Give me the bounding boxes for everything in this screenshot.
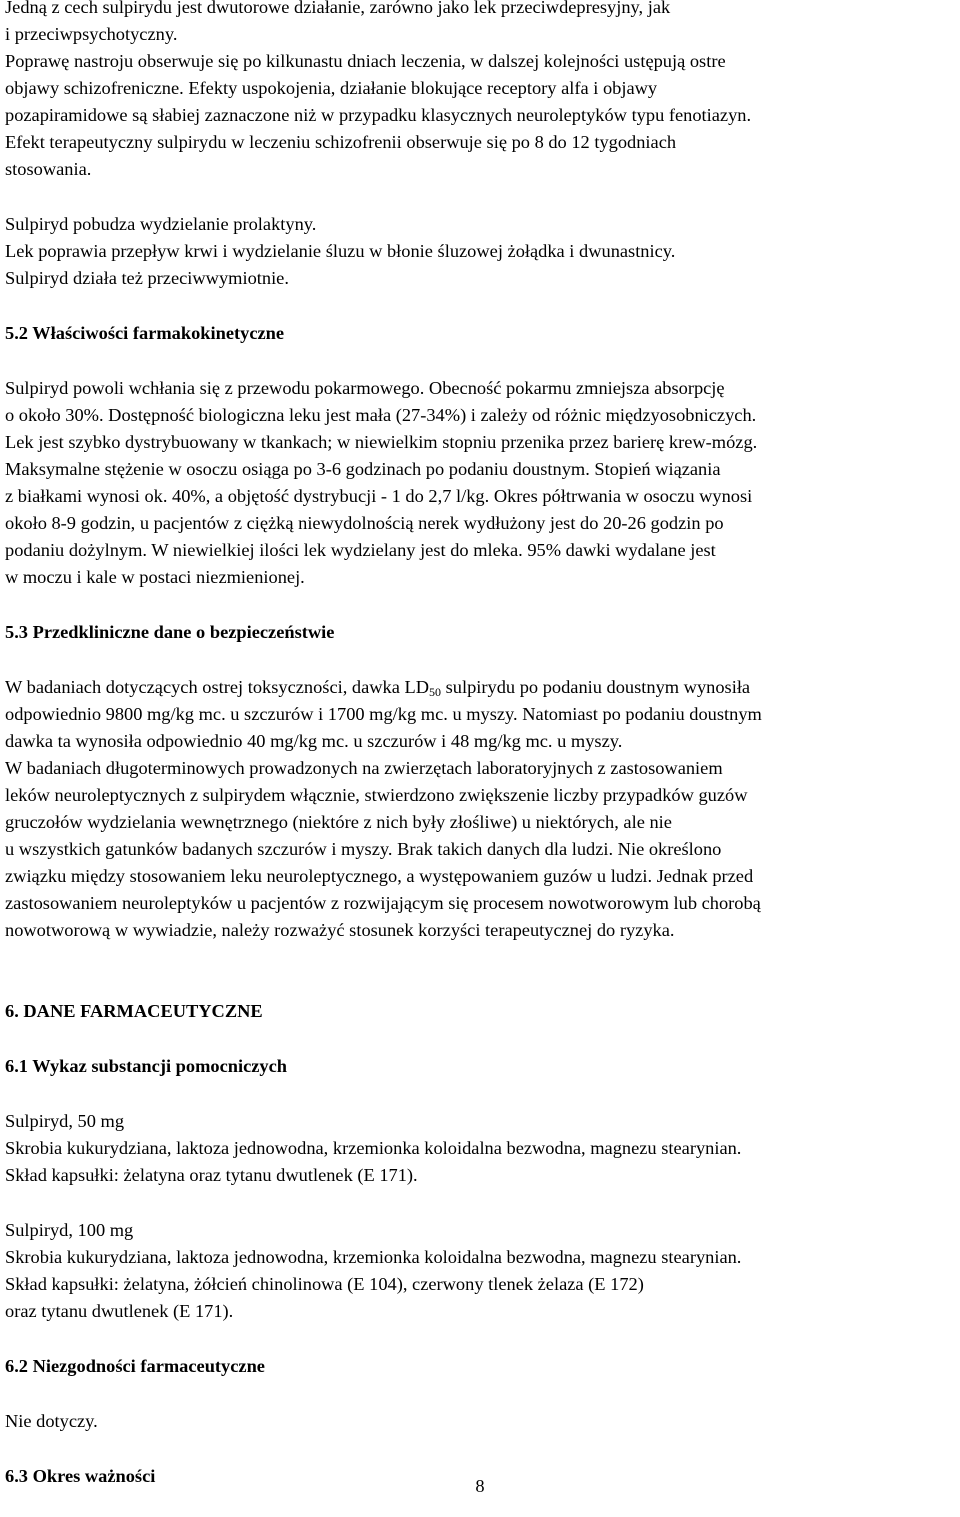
text-line [5, 674, 955, 701]
text-line: około 8-9 godzin, u pacjentów z ciężką niewydolnością nerek wydłużony jest do 20-26 godzin po [5, 513, 724, 533]
text-line: W badaniach długoterminowych prowadzonych na zwierzętach laboratoryjnych z zastosowaniem [5, 758, 723, 778]
text-line: objawy schizofreniczne. Efekty uspokojenia, działanie blokujące receptory alfa i objawy [5, 78, 658, 98]
section-5-2-body [5, 375, 955, 591]
section-6-1-heading: 6.1 Wykaz substancji pomocniczych [5, 1056, 288, 1076]
section-6-heading: 6. DANE FARMACEUTYCZNE [5, 1001, 263, 1021]
prolactin-paragraph [5, 211, 955, 292]
text-line: związku między stosowaniem leku neuroleptycznego, a występowaniem guzów u ludzi. Jednak przed [5, 866, 754, 886]
section-5-3-heading: 5.3 Przedkliniczne dane o bezpieczeństwie [5, 622, 335, 642]
text-line: Skład kapsułki: żelatyna oraz tytanu dwutlenek (E 171). [5, 1165, 418, 1185]
text-line: Poprawę nastroju obserwuje się po kilkunastu dniach leczenia, w dalszej kolejności ustępują ostre [5, 51, 726, 71]
text-line: zastosowaniem neuroleptyków u pacjentów z rozwijającym się procesem nowotworowym lub chorobą [5, 893, 761, 913]
text-line: Sulpiryd pobudza wydzielanie prolaktyny. [5, 214, 317, 234]
text-line: Lek poprawia przepływ krwi i wydzielanie śluzu w błonie śluzowej żołądka i dwunastnicy. [5, 241, 676, 261]
text-line: Jedną z cech sulpirydu jest dwutorowe działanie, zarówno jako lek przeciwdepresyjny, jak [5, 0, 671, 17]
text-line: dawka ta wynosiła odpowiednio 40 mg/kg mc. u szczurów i 48 mg/kg mc. u myszy. [5, 731, 623, 751]
text-line: Sulpiryd, 100 mg [5, 1220, 134, 1240]
section-6-2-heading: 6.2 Niezgodności farmaceutyczne [5, 1356, 265, 1376]
text-line: Skrobia kukurydziana, laktoza jednowodna, krzemionka koloidalna bezwodna, magnezu stearynian. [5, 1247, 742, 1267]
text-line: i przeciwpsychotyczny. [5, 24, 178, 44]
text-line: Efekt terapeutyczny sulpirydu w leczeniu schizofrenii obserwuje się po 8 do 12 tygodniach [5, 132, 677, 152]
text-line: z białkami wynosi ok. 40%, a objętość dystrybucji - 1 do 2,7 l/kg. Okres półtrwania w osoczu wynosi [5, 486, 753, 506]
excipients-100mg [5, 1217, 955, 1325]
text-line: Sulpiryd, 50 mg [5, 1111, 125, 1131]
text-line: Skrobia kukurydziana, laktoza jednowodna, krzemionka koloidalna bezwodna, magnezu stearynian. [5, 1138, 742, 1158]
text-line: w moczu i kale w postaci niezmienionej. [5, 567, 305, 587]
text-line: Skład kapsułki: żelatyna, żółcień chinolinowa (E 104), czerwony tlenek żelaza (E 172) [5, 1274, 644, 1294]
text-line: odpowiednio 9800 mg/kg mc. u szczurów i 1700 mg/kg mc. u myszy. Natomiast po podaniu doustnym [5, 704, 762, 724]
text-line: pozapiramidowe są słabiej zaznaczone niż w przypadku klasycznych neuroleptyków typu fenotiazyn. [5, 105, 752, 125]
page-number: 8 [475, 1476, 485, 1496]
text-line: o około 30%. Dostępność biologiczna leku jest mała (27-34%) i zależy od różnic międzyosobniczych. [5, 405, 757, 425]
text-fragment: W badaniach dotyczących ostrej toksyczności, dawka LD [5, 677, 430, 697]
section-5-2-heading: 5.2 Właściwości farmakokinetyczne [5, 323, 285, 343]
intro-paragraph [5, 0, 955, 183]
text-line: Maksymalne stężenie w osoczu osiąga po 3-6 godzinach po podaniu doustnym. Stopień wiązania [5, 459, 721, 479]
text-line: Sulpiryd powoli wchłania się z przewodu pokarmowego. Obecność pokarmu zmniejsza absorpcję [5, 378, 725, 398]
section-5-3-body [5, 674, 955, 944]
section-6-3-heading: 6.3 Okres ważności [5, 1466, 156, 1486]
section-6-2-text: Nie dotyczy. [5, 1411, 98, 1431]
text-line: Lek jest szybko dystrybuowany w tkankach; w niewielkim stopniu przenika przez barierę krew-mózg. [5, 432, 758, 452]
text-line: Sulpiryd działa też przeciwwymiotnie. [5, 268, 289, 288]
text-line: gruczołów wydzielania wewnętrznego (niektóre z nich były złośliwe) u niektórych, ale nie [5, 812, 672, 832]
text-line: leków neuroleptycznych z sulpirydem włącznie, stwierdzono zwiększenie liczby przypadków guzów [5, 785, 748, 805]
text-line: nowotworową w wywiadzie, należy rozważyć stosunek korzyści terapeutycznej do ryzyka. [5, 920, 675, 940]
text-line: u wszystkich gatunków badanych szczurów i myszy. Brak takich danych dla ludzi. Nie określono [5, 839, 722, 859]
text-line: podaniu dożylnym. W niewielkiej ilości lek wydzielany jest do mleka. 95% dawki wydalane jest [5, 540, 716, 560]
subscript-50: 50 [429, 685, 442, 699]
text-line: oraz tytanu dwutlenek (E 171). [5, 1301, 234, 1321]
text-line: stosowania. [5, 159, 92, 179]
excipients-50mg [5, 1108, 955, 1189]
document-page [5, 0, 955, 1490]
text-fragment: sulpirydu po podaniu doustnym wynosiła [441, 677, 751, 697]
